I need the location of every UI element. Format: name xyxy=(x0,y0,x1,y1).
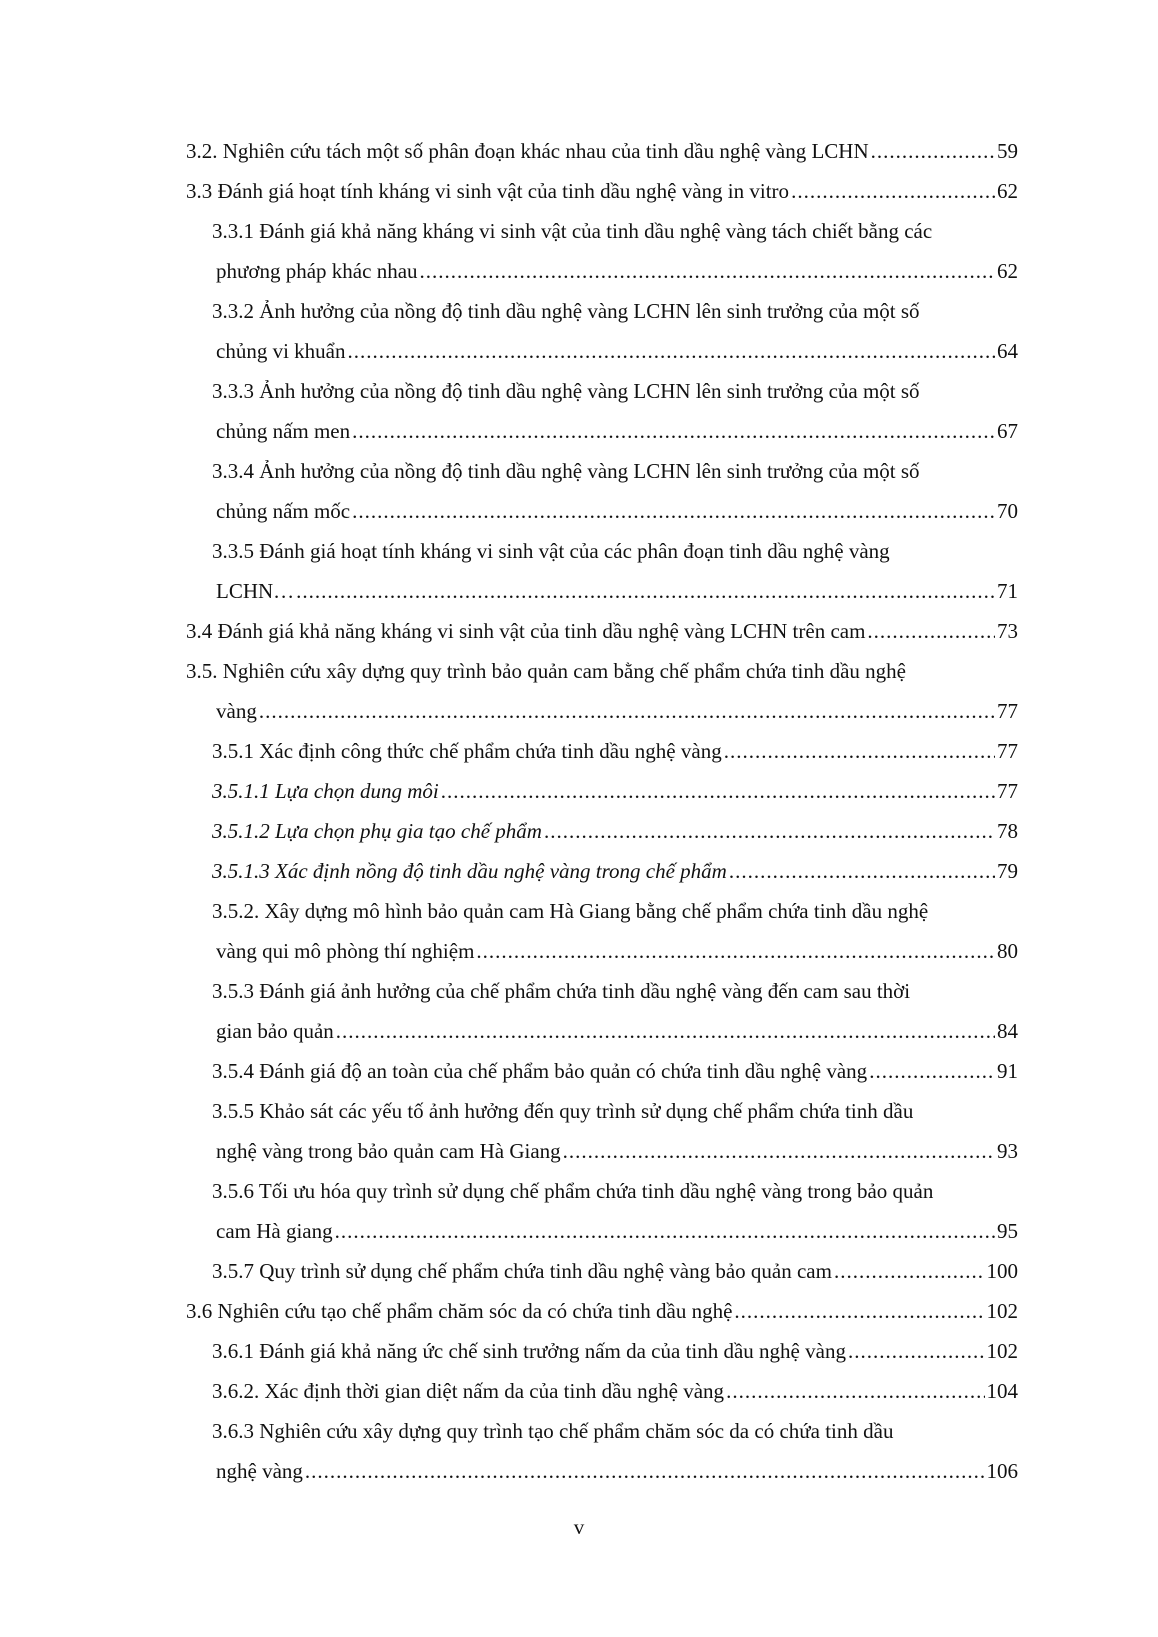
toc-entry-page: 80 xyxy=(997,939,1018,963)
toc-entry-title: 3.5.7 Quy trình sử dụng chế phẩm chứa tinh dầu nghệ vàng bảo quản cam xyxy=(212,1259,832,1283)
toc-entry xyxy=(212,811,1158,851)
toc-entry xyxy=(216,251,1158,291)
toc-entry-title: 3.5. Nghiên cứu xây dựng quy trình bảo quản cam bằng chế phẩm chứa tinh dầu nghệ xyxy=(186,659,906,683)
toc-entry xyxy=(212,211,1158,251)
toc-leader-dots xyxy=(734,1291,984,1331)
toc-entry-page: 84 xyxy=(997,1019,1018,1043)
toc-entry-page: 67 xyxy=(997,419,1018,443)
toc-leader-dots xyxy=(259,691,995,731)
toc-leader-dots xyxy=(726,1371,984,1411)
toc-entry-title: 3.3.3 Ảnh hưởng của nồng độ tinh dầu nghệ vàng LCHN lên sinh trưởng của một số xyxy=(212,379,920,403)
toc-entry-title: chủng nấm men xyxy=(216,419,351,443)
toc-entry xyxy=(186,171,1158,211)
toc-entry-page: 100 xyxy=(986,1259,1018,1283)
toc-leader-dots xyxy=(563,1131,995,1171)
toc-entry xyxy=(212,851,1158,891)
toc-leader-dots xyxy=(441,771,995,811)
toc-entry-page: 104 xyxy=(986,1379,1018,1403)
toc-entry-page: 77 xyxy=(997,739,1018,763)
toc-entry-title: vàng xyxy=(216,699,257,723)
toc-entry-title: 3.3.1 Đánh giá khả năng kháng vi sinh vật của tinh dầu nghệ vàng tách chiết bằng các xyxy=(212,219,933,243)
toc-entry xyxy=(212,531,1158,571)
toc-leader-dots xyxy=(724,731,995,771)
toc-entry-title: nghệ vàng trong bảo quản cam Hà Giang xyxy=(216,1139,561,1163)
toc-entry-title: 3.5.2. Xây dựng mô hình bảo quản cam Hà Giang bằng chế phẩm chứa tinh dầu nghệ xyxy=(212,899,929,923)
toc-entry xyxy=(216,691,1158,731)
toc-leader-dots xyxy=(352,491,995,531)
toc-entry xyxy=(216,331,1158,371)
toc-entry-title: 3.4 Đánh giá khả năng kháng vi sinh vật của tinh dầu nghệ vàng LCHN trên cam xyxy=(186,619,866,643)
toc-leader-dots xyxy=(871,131,995,171)
toc-entry-title: 3.3 Đánh giá hoạt tính kháng vi sinh vật của tinh dầu nghệ vàng in vitro xyxy=(186,179,790,203)
toc-entry-page: 71 xyxy=(997,579,1018,603)
toc-entry xyxy=(212,1371,1158,1411)
toc-leader-dots xyxy=(296,571,995,611)
toc-leader-dots xyxy=(544,811,995,851)
toc-leader-dots xyxy=(729,851,995,891)
toc-entry-title: phương pháp khác nhau xyxy=(216,259,418,283)
toc-entry xyxy=(212,451,1158,491)
toc-entry-page: 62 xyxy=(997,179,1018,203)
toc-entry-title: 3.5.1.1 Lựa chọn dung môi xyxy=(212,779,439,803)
toc-leader-dots xyxy=(791,171,995,211)
toc-entry xyxy=(212,971,1158,1011)
toc-entry xyxy=(216,491,1158,531)
toc-entry xyxy=(186,1291,1158,1331)
toc-leader-dots xyxy=(869,1051,995,1091)
toc-entry xyxy=(216,1451,1158,1491)
toc-entry-page: 78 xyxy=(997,819,1018,843)
toc-entry xyxy=(212,291,1158,331)
toc-entry xyxy=(216,571,1158,611)
toc-entry-page: 70 xyxy=(997,499,1018,523)
toc-leader-dots xyxy=(476,931,995,971)
toc-entry-page: 91 xyxy=(997,1059,1018,1083)
toc-entry xyxy=(212,1411,1158,1451)
toc-leader-dots xyxy=(848,1331,985,1371)
toc-entry xyxy=(212,1251,1158,1291)
toc-entry xyxy=(212,771,1158,811)
toc-leader-dots xyxy=(335,1211,995,1251)
toc-entry-page: 93 xyxy=(997,1139,1018,1163)
toc-entry-page: 102 xyxy=(986,1339,1018,1363)
toc-entry-title: vàng qui mô phòng thí nghiệm xyxy=(216,939,475,963)
toc-entry-title: 3.5.1.3 Xác định nồng độ tinh dầu nghệ vàng trong chế phẩm xyxy=(212,859,727,883)
toc-entry-title: 3.3.2 Ảnh hưởng của nồng độ tinh dầu nghệ vàng LCHN lên sinh trưởng của một số xyxy=(212,299,920,323)
toc-entry xyxy=(216,1011,1158,1051)
toc-entry-page: 62 xyxy=(997,259,1018,283)
toc-entry-page: 77 xyxy=(997,779,1018,803)
toc-leader-dots xyxy=(336,1011,995,1051)
toc-entry-title: 3.5.3 Đánh giá ảnh hưởng của chế phẩm chứa tinh dầu nghệ vàng đến cam sau thời xyxy=(212,979,911,1003)
toc-entry-title: 3.6.3 Nghiên cứu xây dựng quy trình tạo chế phẩm chăm sóc da có chứa tinh dầu xyxy=(212,1419,894,1443)
toc-entry-title: LCHN… xyxy=(216,579,295,603)
toc-leader-dots xyxy=(420,251,995,291)
toc-entry-page: 59 xyxy=(997,139,1018,163)
toc-entry xyxy=(212,1051,1158,1091)
toc-entry xyxy=(216,931,1158,971)
toc-entry-page: 64 xyxy=(997,339,1018,363)
page-number: v xyxy=(573,1515,585,1539)
toc-entry-title: chủng vi khuẩn xyxy=(216,339,346,363)
toc-entry-page: 95 xyxy=(997,1219,1018,1243)
toc-leader-dots xyxy=(347,331,995,371)
toc-entry xyxy=(212,371,1158,411)
toc-entry-title: nghệ vàng xyxy=(216,1459,303,1483)
toc-entry-title: 3.6.2. Xác định thời gian diệt nấm da của tinh dầu nghệ vàng xyxy=(212,1379,725,1403)
toc-entry-title: 3.5.1 Xác định công thức chế phẩm chứa tinh dầu nghệ vàng xyxy=(212,739,722,763)
toc-entry xyxy=(186,651,1158,691)
toc-entry-title: 3.6 Nghiên cứu tạo chế phẩm chăm sóc da có chứa tinh dầu nghệ xyxy=(186,1299,733,1323)
toc-entry-page: 73 xyxy=(997,619,1018,643)
toc-entry-title: 3.5.4 Đánh giá độ an toàn của chế phẩm bảo quản có chứa tinh dầu nghệ vàng xyxy=(212,1059,868,1083)
toc-entry-page: 106 xyxy=(986,1459,1018,1483)
toc-entry-title: 3.5.1.2 Lựa chọn phụ gia tạo chế phẩm xyxy=(212,819,542,843)
toc-entry xyxy=(212,1331,1158,1371)
table-of-contents xyxy=(0,131,1158,1491)
toc-leader-dots xyxy=(834,1251,985,1291)
toc-entry-title: 3.3.4 Ảnh hưởng của nồng độ tinh dầu nghệ vàng LCHN lên sinh trưởng của một số xyxy=(212,459,920,483)
toc-entry xyxy=(216,1131,1158,1171)
toc-entry xyxy=(216,1211,1158,1251)
toc-entry-title: 3.6.1 Đánh giá khả năng ức chế sinh trưởng nấm da của tinh dầu nghệ vàng xyxy=(212,1339,846,1363)
toc-entry-page: 79 xyxy=(997,859,1018,883)
toc-entry xyxy=(186,131,1158,171)
toc-entry-page: 77 xyxy=(997,699,1018,723)
toc-entry xyxy=(212,1091,1158,1131)
toc-entry xyxy=(212,731,1158,771)
toc-entry xyxy=(212,1171,1158,1211)
toc-entry xyxy=(212,891,1158,931)
toc-leader-dots xyxy=(867,611,995,651)
toc-entry-title: chủng nấm mốc xyxy=(216,499,351,523)
toc-entry-title: 3.5.6 Tối ưu hóa quy trình sử dụng chế phẩm chứa tinh dầu nghệ vàng trong bảo quản xyxy=(212,1179,934,1203)
toc-entry-page: 102 xyxy=(986,1299,1018,1323)
toc-entry xyxy=(216,411,1158,451)
toc-entry-title: cam Hà giang xyxy=(216,1219,333,1243)
toc-entry-title: 3.3.5 Đánh giá hoạt tính kháng vi sinh vật của các phân đoạn tinh dầu nghệ vàng xyxy=(212,539,890,563)
toc-entry-title: gian bảo quản xyxy=(216,1019,334,1043)
toc-entry-title: 3.2. Nghiên cứu tách một số phân đoạn khác nhau của tinh dầu nghệ vàng LCHN xyxy=(186,139,869,163)
toc-entry xyxy=(186,611,1158,651)
toc-entry-title: 3.5.5 Khảo sát các yếu tố ảnh hưởng đến quy trình sử dụng chế phẩm chứa tinh dầu xyxy=(212,1099,914,1123)
toc-leader-dots xyxy=(305,1451,985,1491)
toc-leader-dots xyxy=(352,411,995,451)
